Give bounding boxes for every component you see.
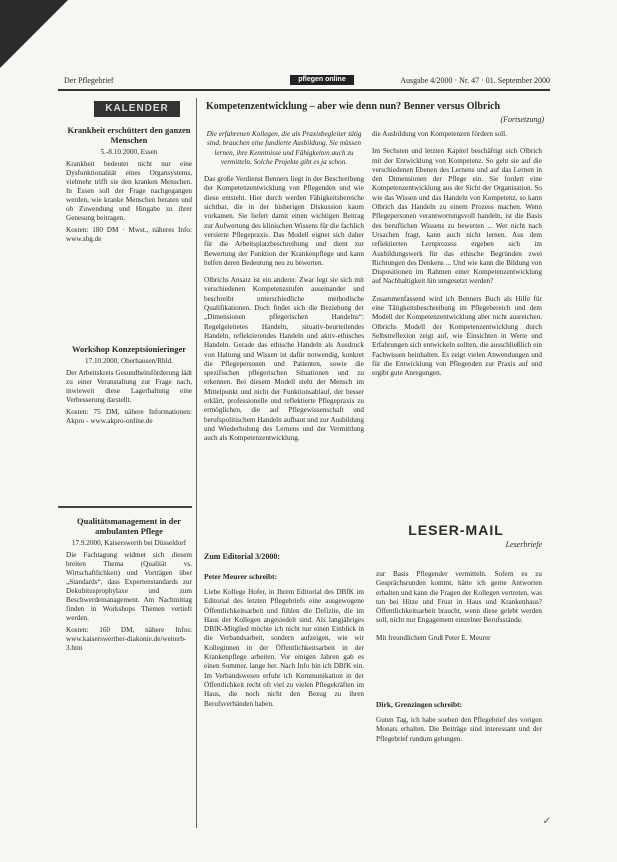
page-header [58, 74, 550, 88]
article-subtitle: (Fortsetzung) [500, 115, 544, 124]
event-body: Der Arbeitskreis Gesundheitsförderung lädt zu einer Veranstaltung zur Frage nach, inwieweit diese Lagerhaltung eine Verbesserung darstellt. [66, 369, 192, 404]
calendar-event-2 [66, 344, 192, 429]
article-paragraph: Zusammenfassend wird ich Benners Buch als Hilfe für eine Tätigkeitsbeschreibung im Pflegebereich und dem Modell der Kompetenzentwicklung aber nicht ausreichen. Olbrichs Modell der Kompetenzentwicklung durch Selbstreflexion zeigt auf, wie Einsichten in Werte und Erfahrungen sich entwickeln sollten, die ausschließlich ein Fachwissen beinhalten. Es zeigt vielen Anwendungen und für die Entwicklung von Pflegenden zur Praxis auf und ergibt gute Anregungen. [372, 294, 542, 378]
scan-corner-fold [0, 0, 68, 68]
letter-body-3 [376, 716, 542, 756]
article-title: Kompetenzentwicklung – aber wie denn nun? Benner versus Olbrich [206, 101, 501, 112]
scan-mark: ✓ [542, 816, 551, 827]
event-contact: Kosten: 160 DM, nähere Infos: www.kaiserswerther-diakonie.de/weiterb-3.htm [66, 626, 192, 652]
letter-text: Liebe Kollege Hofer, in Ihrem Editorial des DBfK im Editorial des letzten Pflegebriefs eine ausgewogene Öffentlichkeitsarbeit und fühlen die Defizite, die im Haus der Kollegen angesiedelt sind. Als langjähriges DBfK-Mitglied möchte ich nicht nur einen Einblick in die Verbandsarbeit, sondern aufzeigen, wie wir Kolleginnen in der Öffentlichkeitsarbeit in der Krankenpflege arbeiten. Vor einigen Jahren gab es einen Sommer, lange her. Nach Info bin ich DBfK ein. Im Verbandswesen erfuhr ich Kommunikation in der Öffentlichkeit recht oft viel zu vielen Pflegekräften im Haus, die noch nicht den Bezug zu ihren Berufsverbänden haben. [204, 588, 364, 708]
letters-heading: LESER-MAIL [408, 522, 504, 538]
publisher-logo: pflegen online [290, 75, 354, 85]
issue-info: Ausgabe 4/2000 · Nr. 47 · 01. September 2000 [400, 76, 550, 85]
event-contact: Kosten: 180 DM · Mwst., näheres Info: www.sbg.de [66, 226, 192, 243]
article-paragraph: Im Sechsten und letzten Kapitel beschäftigt sich Olbrich mit der Entwicklung von Kompetenz. So geht sie auf die verschiedenen Ebenen des Lernens und auf das Lernen in den Dimensionen der Pflege ein. Sie fordert eine Kompetenzentwicklung aus der Sicht der Organisation. So wie das Wissen und das Handeln von Kompetenz, so kann Olbrich das Handeln zu einem Prozess machen. Wenn Pflegepersonen verantwortungsvoll handeln, ist die Basis des beruflichen Wissens zu bewerten ... Wer nicht nach Ursachen fragt, kann auch nicht lernen. Aus dem reflektierten Lernprozess ergeben sich im Ausbildungswerk für das ethische Begründen zwei Richtungen des Denkens ... Und wie kann die Bildung von Dispositionen im Rahmen einer Kompetenzentwicklung auf Nachhaltigkeit hin umgesetzt werden? [372, 147, 542, 286]
letters-editorial-ref: Zum Editorial 3/2000: [204, 552, 281, 561]
letter-writer: Peter Meurer schreibt: [204, 572, 278, 581]
article-column-1 [204, 130, 364, 512]
event-body: Die Fachtagung widmet sich diesem breiten Thema (Qualität vs. Wirtschaftlichkeit) und Vorträgen über „Standards“, dass Expertenstandards zur Dekubitusprophylaxe und zum Beschwerdemanagement. Am Nachmittag finden in Workshops Themen vertieft werden. [66, 551, 192, 622]
calendar-heading: KALENDER [94, 101, 180, 117]
article-paragraph: die Ausbildung von Kompetenzen fördern soll. [372, 130, 507, 138]
header-rule [58, 89, 550, 91]
event-date: 17.9.2000, Kaiserswerth bei Düsseldorf [71, 539, 187, 547]
event-body: Krankheit bedeutet nicht nur eine Dysfunktionalität eines Organsystems, vielmehr trifft sie den kranken Menschen. In Essen soll der Frage nachgegangen werden, wie kranke Menschen beraten und ob Zuwendung und Hingabe zu ihrer Genesung beitragen. [66, 160, 192, 222]
letter-body-2 [376, 570, 542, 696]
letter-writer-2: Dirk, Grenzingen schreibt: [376, 700, 463, 709]
column-rule [196, 98, 197, 828]
letter-signoff: Mit freundlichem Gruß Peter E. Meurer [376, 633, 491, 642]
event-date: 5.-8.10.2000, Essen [100, 148, 158, 156]
letter-text: Guten Tag, ich habe soeben den Pflegebrief des vorigen Monats erhalten. Die Beiträge sind interessant und der Pflegebrief rundum gelungen. [376, 716, 542, 743]
event-title: Krankheit erschüttert den ganzen Menschen [67, 125, 191, 145]
article-paragraph: Olbrichs Ansatz ist ein anderer. Zwar legt sie sich mit verschiedenen Kompetenzstufen auseinander und beschreibt unterschiedliche methodische Qualifikationen. Doch findet sich die Beziehung der „Dimensionen pflegerischen Handelns“: Regelgeleitetes Handeln, situativ-beurteilendes Handeln, reflektierendes Handeln und aktiv-ethisches Handeln. Gerade das ethische Handeln als Ausdruck von Haltung und Wissen ist dafür notwendig, konkret die Pflegepersonen und Patienten, sowie die spezifischen pflegerischen Situationen und zu erkennen. Bei diesem Modell steht der Mensch im Mittelpunkt und nicht der Funktionsablauf, der besser erklärt, professionelle und reflektierte Pflegepraxis zu ermöglichen, die auf Pflegewissenschaft und berufspolitischem Handeln aufbaut und zur Ausbildung und Wiederholung des Lernens und der Vermittlung auch als Kompetenzentwicklung. [204, 276, 364, 443]
article-intro: Die erfahrenen Kollegen, die als Praxisbegleiter tätig sind, brauchen eine fundierte Ausbildung. Sie müssen lernen, ihre Kenntnisse und Fähigkeiten auch zu vermitteln. Solche Projekte gibt es ja schon. [206, 130, 362, 166]
letter-text: zur Basis Pflegender vermitteln. Sofern es zu Gesprächsrunden kommt, hätte ich gerne Antworten erhalten und kann die Fragen der Kollegen vertreten, was tun bei Hitze und Frust in Haus und Krankenhaus? Öffentlichkeitsarbeit braucht, wenn diese gelebt werden soll, nicht nur Engagement einzelner Berufsstände. [376, 570, 542, 625]
event-title: Workshop Konzeptsionieringer [71, 344, 187, 354]
sidebar-divider [58, 506, 192, 508]
event-date: 17.10.2000, Oberhausen/Rhld. [84, 357, 174, 365]
publication-name: Der Pflegebrief [64, 76, 114, 85]
event-contact: Kosten: 75 DM, nähere Informationen: Akpro - www.akpro-online.de [66, 408, 192, 425]
article-column-2 [372, 130, 542, 506]
letter-body-1 [204, 588, 364, 812]
calendar-event-1 [66, 125, 192, 247]
article-paragraph: Das große Verdienst Benners liegt in der Beschreibung der Kompetenzentwicklung von Pflegenden und wie diese entsteht. Hier durch werden Fähigkeitsbereiche sichtbar, die in der bisherigen Diskussion kaum vorkamen. Sie liefert damit einen wichtigen Beitrag zur Aufwertung des klinischen Wissens für die fachlich versierte Pflegepraxis. Das Modell eignet sich daher für die Arbeitsplatzbeschreibung und dient zur Bewertung der Funktion der Krankenpflege und kann helfen deren Bedeutung neu zu bewerten. [204, 175, 364, 267]
letters-subheading: Leserbriefe [505, 540, 542, 549]
calendar-event-3 [66, 516, 192, 656]
event-title: Qualitätsmanagement in der ambulanten Pflege [77, 516, 181, 536]
